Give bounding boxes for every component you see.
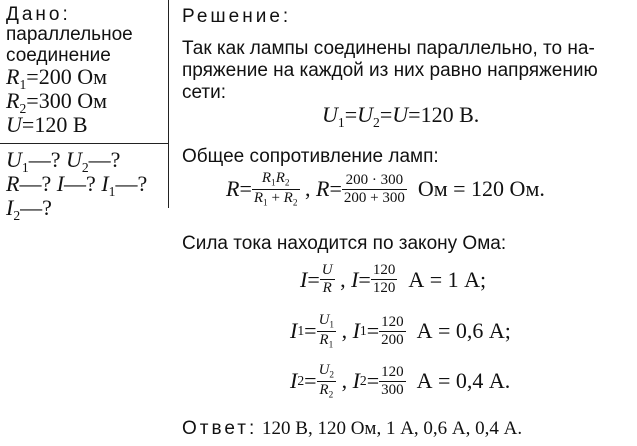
equation-voltage-value: 120 В.	[420, 102, 480, 127]
answer-label: Ответ:	[182, 418, 258, 439]
unknowns-line-1: $U_1—$? $U_2—$?	[6, 147, 121, 175]
equation-resistance: R = $\frac{R_1R_2}{R_1 + R_2}$ , R = $\frac{200 \cdot 300}{200 + 300}$ Ом = 120 Ом.	[226, 170, 545, 209]
equation-current-total: I = $\frac{U}{R}$ , I = $\frac{120}{120}$ А = 1 А;	[300, 262, 487, 297]
solution-text-3: Сила тока находится по закону Ома:	[182, 233, 507, 254]
solution-text-1c: сети:	[182, 82, 227, 103]
given-r2-value: 300 Ом	[38, 88, 107, 113]
equation-current1-result: А = 0,6 А;	[416, 318, 511, 344]
equation-resistance-result: Ом = 120 Ом.	[417, 176, 545, 202]
fraction-current-denominator: 120	[372, 280, 396, 297]
given-line-2: соединение	[6, 45, 111, 66]
fraction-resistance-denominator: 200 + 300	[343, 189, 405, 206]
given-u-value: 120 В	[34, 112, 88, 137]
solution-heading: Решение:	[182, 6, 292, 27]
unknowns-line-2: R—? I—? $I_1—$?	[6, 171, 148, 199]
given-u: U=120 В	[6, 112, 88, 137]
unknown-i1: —?	[115, 171, 148, 196]
given-r1: $R_1=200$ Ом	[6, 64, 107, 92]
fraction-current1-denominator: 200	[381, 331, 404, 348]
solution-text-1b: пряжение на каждой из них равно напряжению	[182, 60, 598, 81]
fraction-current-numerator: 120	[372, 262, 396, 278]
fraction-current-formula: $\frac{U}{R}$	[321, 262, 333, 297]
fraction-current2-denominator: 300	[381, 381, 404, 398]
fraction-resistance-formula: $\frac{R_1R_2}{R_1 + R_2}$	[253, 170, 298, 209]
given-line-1: параллельное	[6, 24, 133, 45]
fraction-current2-numeric	[379, 364, 406, 400]
solution-text-2: Общее сопротивление ламп:	[182, 146, 439, 167]
fraction-resistance-numeric	[342, 172, 407, 208]
equation-current-result: А = 1 А;	[408, 266, 487, 292]
unknown-i2: —?	[20, 195, 52, 220]
unknown-r: —?	[19, 171, 52, 196]
equation-current2-result: А = 0,4 А.	[416, 368, 511, 394]
fraction-current1-numeric	[379, 314, 406, 350]
horizontal-divider	[0, 143, 168, 144]
equation-current-1: I 1 = $\frac{U_1}{R_1}$ , I 1 = $\frac{120}{200}$ А = 0,6 А;	[290, 312, 511, 351]
vertical-divider	[168, 0, 169, 208]
unknown-u2: —?	[88, 147, 121, 172]
fraction-resistance-numerator: 200 · 300	[345, 171, 404, 188]
equation-current-2: I 2 = $\frac{U_2}{R_2}$ , I 2 = $\frac{120}{300}$ А = 0,4 А.	[290, 362, 511, 401]
fraction-current1-formula: $\frac{U_1}{R_1}$	[318, 312, 335, 351]
unknown-i: —?	[64, 171, 96, 196]
fraction-current1-numerator: 120	[381, 313, 404, 330]
fraction-current2-formula: $\frac{U_2}{R_2}$	[318, 362, 335, 401]
equation-voltage: $U_1=U_2=U=120$ В.	[322, 102, 480, 130]
answer-text: 120 В, 120 Ом, 1 А, 0,6 А, 0,4 А.	[262, 418, 523, 439]
given-heading: Дано:	[6, 4, 71, 25]
unknown-u1: —?	[28, 147, 61, 172]
unknowns-line-3: $I_2—$?	[6, 195, 52, 223]
answer-line	[182, 418, 522, 440]
solution-text-1a: Так как лампы соединены параллельно, то на-	[182, 38, 595, 59]
fraction-current-numeric	[371, 262, 398, 298]
given-r1-value: 200 Ом	[38, 64, 107, 89]
given-r2: $R_2=300$ Ом	[6, 88, 107, 116]
fraction-current2-numerator: 120	[381, 363, 404, 380]
